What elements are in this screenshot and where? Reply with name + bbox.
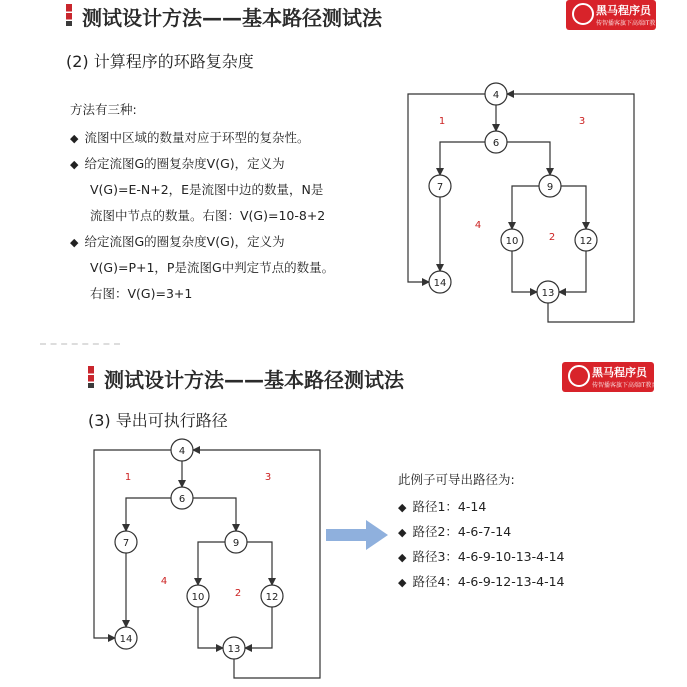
diamond-bullet-icon: ◆ — [70, 132, 79, 145]
path-item — [398, 547, 565, 565]
edge-12-13 — [245, 607, 272, 648]
graph-node — [485, 83, 507, 105]
region-label: 4 — [160, 576, 168, 587]
path-item — [398, 522, 511, 540]
slide-2-title: 测试设计方法——基本路径测试法 — [104, 368, 404, 392]
edge-6-7 — [126, 498, 171, 531]
logo-name: 黑马程序员 — [596, 4, 651, 17]
logo-icon — [572, 3, 594, 25]
path-item — [398, 497, 486, 515]
node-label: 13 — [227, 644, 241, 655]
diamond-bullet-icon: ◆ — [398, 576, 407, 589]
edge-12-13 — [559, 251, 586, 292]
graph-node — [115, 531, 137, 553]
path-item — [398, 572, 565, 590]
brand-logo — [562, 362, 670, 392]
slide-1-title: 测试设计方法——基本路径测试法 — [82, 6, 382, 30]
edge-6-9 — [507, 142, 550, 175]
region-label: 1 — [124, 472, 132, 483]
title-marker — [66, 4, 72, 26]
node-label: 14 — [433, 278, 447, 289]
graph-node — [223, 637, 245, 659]
graph-node — [171, 439, 193, 461]
diamond-bullet-icon: ◆ — [398, 551, 407, 564]
bullet-continuation — [90, 180, 323, 198]
intro-text: 方法有三种: — [70, 102, 137, 117]
region-label: 1 — [438, 116, 446, 127]
node-label: 6 — [178, 494, 186, 505]
slide-1-subtitle: (2) 计算程序的环路复杂度 — [66, 52, 254, 71]
slide-2-subtitle: (3) 导出可执行路径 — [88, 411, 228, 430]
bullet-text: 流图中节点的数量。右图：V(G)=10-8+2 — [90, 208, 326, 223]
bullet-continuation — [90, 284, 192, 302]
region-label: 2 — [548, 232, 556, 243]
title-marker — [88, 366, 94, 388]
diamond-bullet-icon: ◆ — [398, 501, 407, 514]
bullet-text: 右图：V(G)=3+1 — [90, 286, 193, 301]
edge-9-12 — [561, 186, 586, 229]
edge-9-10 — [512, 186, 539, 229]
node-label: 6 — [492, 138, 500, 149]
region-label: 2 — [234, 588, 242, 599]
bullet-text: 流图中区域的数量对应于环型的复杂性。 — [84, 130, 310, 145]
paths-heading: 此例子可导出路径为: — [398, 472, 515, 487]
bullet-continuation — [90, 206, 325, 224]
graph-node — [537, 281, 559, 303]
diamond-bullet-icon: ◆ — [70, 158, 79, 171]
graph-node — [261, 585, 283, 607]
node-label: 7 — [122, 538, 130, 549]
graph-node — [429, 175, 451, 197]
right-arrow-icon — [326, 520, 388, 550]
logo-name: 黑马程序员 — [592, 366, 647, 379]
node-label: 4 — [492, 90, 500, 101]
graph-node — [429, 271, 451, 293]
graph-node — [225, 531, 247, 553]
slide-2 — [0, 352, 687, 687]
edge-9-10 — [198, 542, 225, 585]
bullet-continuation — [90, 258, 334, 276]
edge-9-12 — [247, 542, 272, 585]
bullet-item — [70, 232, 285, 250]
edge-13-4 — [193, 450, 320, 678]
graph-node — [171, 487, 193, 509]
slide-1 — [0, 0, 687, 340]
node-label: 14 — [119, 634, 133, 645]
graph-node — [575, 229, 597, 251]
diamond-bullet-icon: ◆ — [70, 236, 79, 249]
graph-node — [485, 131, 507, 153]
logo-icon — [568, 365, 590, 387]
region-label: 3 — [578, 116, 586, 127]
node-label: 9 — [232, 538, 240, 549]
brand-logo — [566, 0, 674, 30]
bullet-text: V(G)=P+1，P是流图G中判定节点的数量。 — [90, 260, 335, 275]
bullet-text: V(G)=E-N+2，E是流图中边的数量，N是 — [90, 182, 324, 197]
logo-tagline: 传智播客旗下高端IT教育品牌 — [596, 20, 674, 27]
node-label: 9 — [546, 182, 554, 193]
diamond-bullet-icon: ◆ — [398, 526, 407, 539]
bullet-item — [70, 154, 285, 172]
bullet-text: 给定流图G的圈复杂度V(G)，定义为 — [84, 156, 285, 171]
edge-10-13 — [512, 251, 537, 292]
node-label: 13 — [541, 288, 555, 299]
slide-divider — [40, 343, 120, 345]
graph-node — [115, 627, 137, 649]
path-text: 路径2：4-6-7-14 — [412, 524, 512, 539]
node-label: 12 — [579, 236, 593, 247]
node-label: 10 — [191, 592, 205, 603]
graph-node — [187, 585, 209, 607]
region-label: 3 — [264, 472, 272, 483]
node-label: 7 — [436, 182, 444, 193]
flow-graph — [396, 78, 646, 330]
path-text: 路径4：4-6-9-12-13-4-14 — [412, 574, 565, 589]
logo-tagline: 传智播客旗下高端IT教育品牌 — [592, 382, 670, 389]
graph-node — [539, 175, 561, 197]
path-text: 路径1：4-14 — [412, 499, 487, 514]
bullet-text: 给定流图G的圈复杂度V(G)，定义为 — [84, 234, 285, 249]
path-text: 路径3：4-6-9-10-13-4-14 — [412, 549, 565, 564]
graph-node — [501, 229, 523, 251]
bullet-item — [70, 128, 309, 146]
edge-6-7 — [440, 142, 485, 175]
edge-6-9 — [193, 498, 236, 531]
edge-13-4 — [507, 94, 634, 322]
region-label: 4 — [474, 220, 482, 231]
node-label: 4 — [178, 446, 186, 457]
edge-10-13 — [198, 607, 223, 648]
node-label: 12 — [265, 592, 279, 603]
node-label: 10 — [505, 236, 519, 247]
flow-graph — [82, 434, 332, 686]
